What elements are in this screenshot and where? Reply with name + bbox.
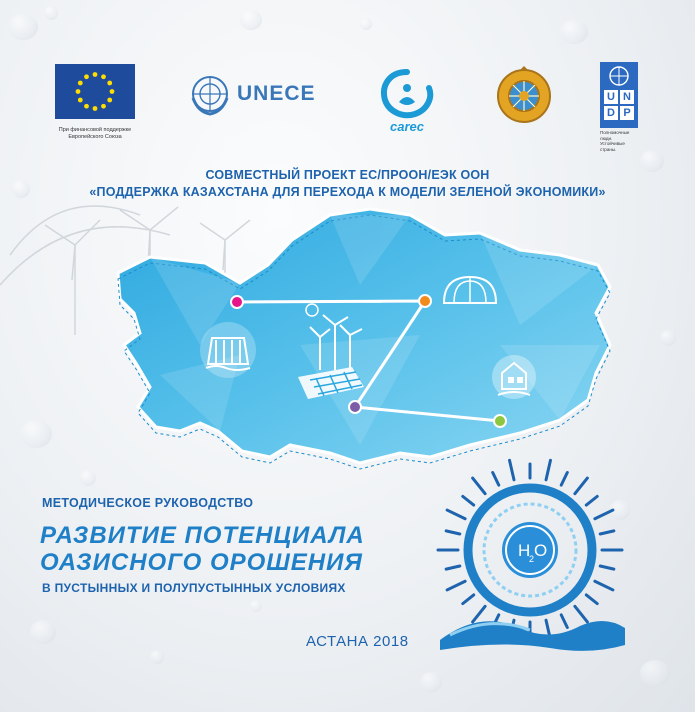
kazakhstan-emblem: [496, 66, 552, 129]
water-sun-icon: [430, 450, 630, 670]
un-emblem-icon: [188, 72, 232, 116]
undp-letter-d: D: [604, 106, 618, 120]
drip-irrigation-icon: [492, 355, 536, 399]
formula-subscript: 2: [529, 554, 535, 564]
guide-title-line1: РАЗВИТИЕ ПОТЕНЦИАЛА: [40, 522, 365, 549]
city-year: АСТАНА 2018: [306, 633, 409, 650]
unece-logo: [188, 72, 316, 116]
eu-flag-icon: [55, 64, 135, 119]
undp-logo: [600, 62, 642, 152]
undp-letter-p: P: [620, 106, 634, 120]
undp-logo-icon: [608, 65, 630, 87]
formula-o: O: [534, 541, 548, 560]
project-line2: «ПОДДЕРЖКА КАЗАХСТАНА ДЛЯ ПЕРЕХОДА К МОДЕЛИ ЗЕЛЕНОЙ ЭКОНОМИКИ»: [89, 185, 606, 199]
eu-logo: [55, 64, 135, 140]
carec-text: carec: [390, 119, 424, 134]
undp-letter-n: N: [620, 90, 634, 104]
undp-caption-line2: Устойчивые страны.: [600, 141, 625, 152]
project-line1: СОВМЕСТНЫЙ ПРОЕКТ ЕС/ПРООН/ЕЭК ООН: [205, 168, 490, 182]
undp-letter-u: U: [604, 90, 618, 104]
formula-h: H: [518, 541, 531, 560]
guide-title-line3: В ПУСТЫННЫХ И ПОЛУПУСТЫННЫХ УСЛОВИЯХ: [42, 581, 346, 595]
carec-logo-icon: [377, 68, 437, 120]
carec-logo: [377, 68, 437, 132]
dam-icon: [200, 322, 256, 378]
guide-title-line2: ОАЗИСНОГО ОРОШЕНИЯ: [40, 549, 363, 576]
kazakhstan-emblem-icon: [496, 66, 552, 124]
unece-text: UNECE: [237, 82, 316, 105]
eu-caption-line2: Европейского Союза: [68, 133, 122, 140]
eu-caption-line1: При финансовой поддержке: [58, 127, 132, 133]
guide-subtitle: МЕТОДИЧЕСКОЕ РУКОВОДСТВО: [42, 496, 254, 510]
undp-caption-line1: Полномочные люди.: [600, 130, 630, 141]
wave-icon: [440, 621, 625, 651]
